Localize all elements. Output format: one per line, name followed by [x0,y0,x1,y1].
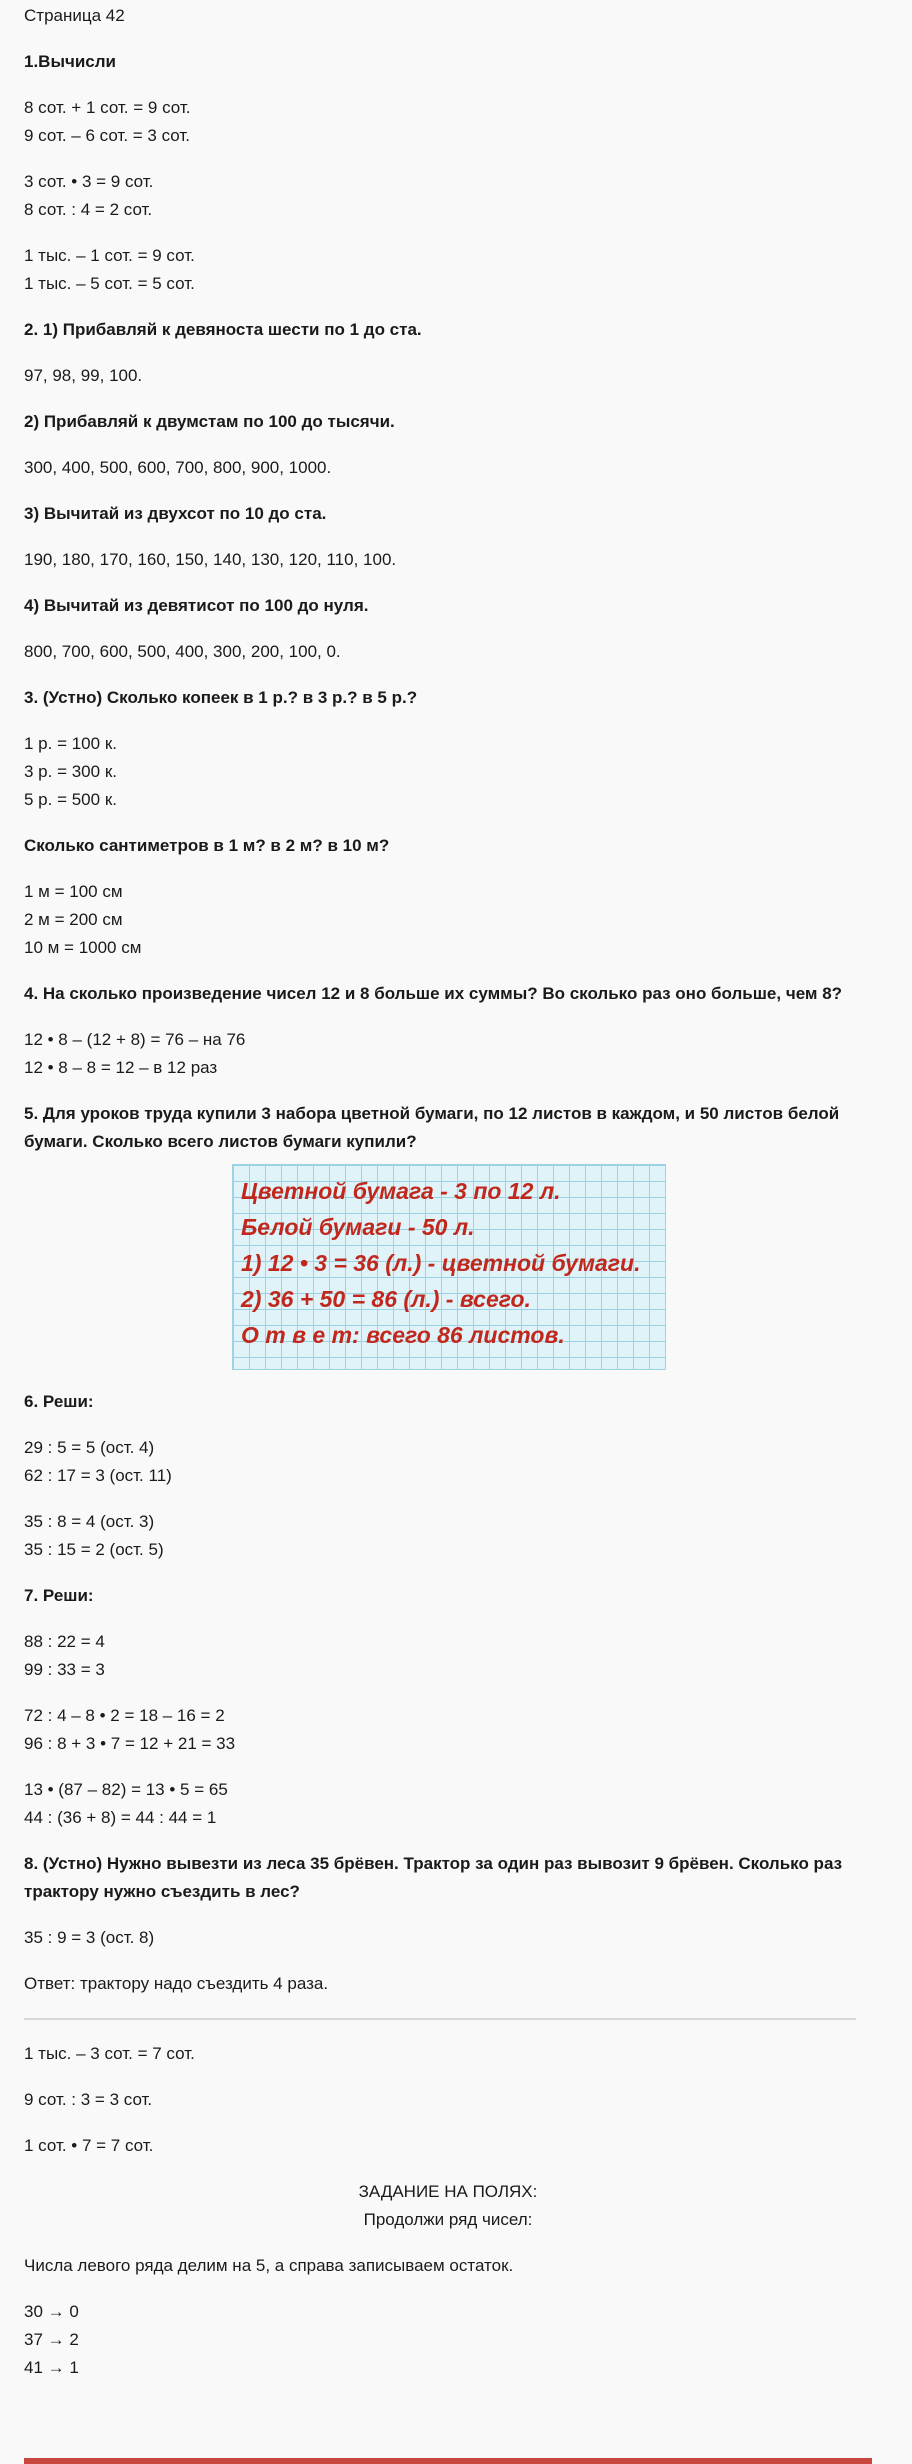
task4-q: 4. На сколько произведение чисел 12 и 8 больше их суммы? Во сколько раз оно больше, чем 8? [24,984,843,1003]
task3-q2: Сколько сантиметров в 1 м? в 2 м? в 10 м? [24,836,390,855]
task2-a3: 190, 180, 170, 160, 150, 140, 130, 120, 110, 100. [24,550,397,569]
solution-line: 1) 12 • 3 = 36 (л.) - цветной бумаги. [241,1250,641,1276]
task7-line: 13 • (87 – 82) = 13 • 5 = 65 [24,1780,228,1799]
task1-line: 1 тыс. – 1 сот. = 9 сот. [24,246,195,265]
task6-line: 29 : 5 = 5 (ост. 4) [24,1438,155,1457]
task7-line: 44 : (36 + 8) = 44 : 44 = 1 [24,1808,217,1827]
task7-title: 7. Реши: [24,1586,94,1605]
task2-a1: 97, 98, 99, 100. [24,366,143,385]
solution-line: 2) 36 + 50 = 86 (л.) - всего. [241,1286,531,1312]
margin-task-text: Числа левого ряда делим на 5, а справа записываем остаток. [24,2256,514,2275]
task3-q1: 3. (Устно) Сколько копеек в 1 р.? в 3 р.? в 5 р.? [24,688,418,707]
task2-q1: 2. 1) Прибавляй к девяноста шести по 1 до ста. [24,320,422,339]
section-divider [24,2018,856,2020]
extra-line: 9 сот. : 3 = 3 сот. [24,2090,153,2109]
margin-line: 41 → 1 [24,2358,79,2377]
task3-a2-line: 1 м = 100 см [24,882,123,901]
task4-a-line: 12 • 8 – (12 + 8) = 76 – на 76 [24,1030,246,1049]
task6-line: 62 : 17 = 3 (ост. 11) [24,1466,172,1485]
task6-title: 6. Реши: [24,1392,94,1411]
solution-line: Белой бумаги - 50 л. [241,1214,475,1240]
task7-line: 88 : 22 = 4 [24,1632,105,1651]
task4-a-line: 12 • 8 – 8 = 12 – в 12 раз [24,1058,218,1077]
task8-answer: Ответ: трактору надо съездить 4 раза. [24,1974,329,1993]
extra-line: 1 сот. • 7 = 7 сот. [24,2136,154,2155]
task8-q: 8. (Устно) Нужно вывезти из леса 35 брёвен. Трактор за один раз вывозит 9 брёвен. Сколько раз трактору нужно съездить в лес? [24,1854,843,1901]
task8-a: 35 : 9 = 3 (ост. 8) [24,1928,155,1947]
task1-line: 8 сот. : 4 = 2 сот. [24,200,153,219]
task3-a2-line: 10 м = 1000 см [24,938,142,957]
task5-q: 5. Для уроков труда купили 3 набора цветной бумаги, по 12 листов в каждом, и 50 листов белой бумаги. Сколько всего листов бумаги купили? [24,1104,840,1151]
task6-line: 35 : 15 = 2 (ост. 5) [24,1540,164,1559]
page-number: Страница 42 [24,6,125,25]
task3-a1-line: 1 р. = 100 к. [24,734,117,753]
task2-q3: 3) Вычитай из двухсот по 10 до ста. [24,504,327,523]
task2-q4: 4) Вычитай из девятисот по 100 до нуля. [24,596,369,615]
task7-line: 96 : 8 + 3 • 7 = 12 + 21 = 33 [24,1734,236,1753]
extra-line: 1 тыс. – 3 сот. = 7 сот. [24,2044,195,2063]
task1-title: 1.Вычисли [24,52,116,71]
task1-line: 3 сот. • 3 = 9 сот. [24,172,154,191]
task1-line: 1 тыс. – 5 сот. = 5 сот. [24,274,195,293]
task7-line: 72 : 4 – 8 • 2 = 18 – 16 = 2 [24,1706,225,1725]
margin-line: 37 → 2 [24,2330,79,2349]
task3-a1-line: 5 р. = 500 к. [24,790,117,809]
task3-a2-line: 2 м = 200 см [24,910,123,929]
margin-task-title: ЗАДАНИЕ НА ПОЛЯХ: [358,2182,538,2201]
task6-line: 35 : 8 = 4 (ост. 3) [24,1512,155,1531]
task3-a1-line: 3 р. = 300 к. [24,762,117,781]
page-content [24,0,872,2382]
task2-q2: 2) Прибавляй к двумстам по 100 до тысячи. [24,412,395,431]
task1-line: 9 сот. – 6 сот. = 3 сот. [24,126,190,145]
margin-line: 30 → 0 [24,2302,79,2321]
task7-line: 99 : 33 = 3 [24,1660,105,1679]
solution-line: Цветной бумага - 3 по 12 л. [241,1178,561,1204]
task5-solution-image [232,1164,666,1370]
task2-a2: 300, 400, 500, 600, 700, 800, 900, 1000. [24,458,332,477]
solution-line: О т в е т: всего 86 листов. [241,1322,565,1348]
task2-a4: 800, 700, 600, 500, 400, 300, 200, 100, 0. [24,642,341,661]
margin-task-subtitle: Продолжи ряд чисел: [363,2210,533,2229]
bottom-border [24,2458,872,2464]
task1-line: 8 сот. + 1 сот. = 9 сот. [24,98,191,117]
